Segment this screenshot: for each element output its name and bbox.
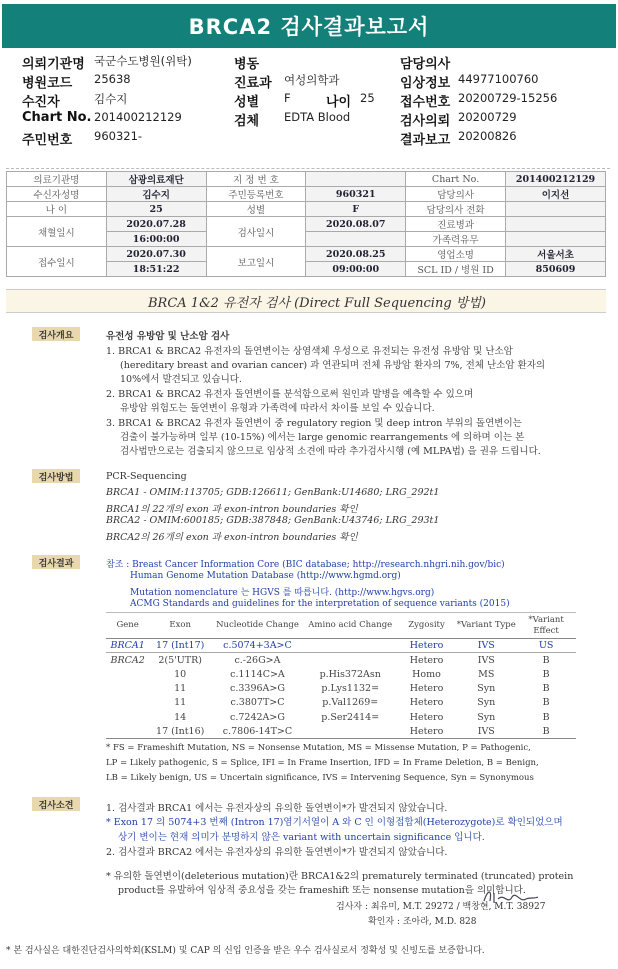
info-cell: 담당의사 xyxy=(406,187,506,202)
age-label: 나이 xyxy=(326,95,352,110)
overview-heading: 유전성 유방암 및 난소암 검사 xyxy=(106,331,230,342)
reference-line: 참조 : Breast Cancer Information Core (BIC database; http://research.nhgri.nih.gov/bic) xyxy=(106,560,505,570)
column-header: Zygosity xyxy=(397,613,457,639)
cell: 10 xyxy=(174,668,187,680)
reference-line: ACMG Standards and guidelines for the interpretation of sequence variants (2015) xyxy=(130,599,510,609)
cell: Hetero xyxy=(409,683,444,695)
info-cell: 09:00:00 xyxy=(306,262,406,277)
method-line: BRCA2의 26개의 exon 과 exon-intron boundaries 확인 xyxy=(106,532,358,543)
info-cell: 지 정 번 호 xyxy=(206,172,306,187)
hospital-code-value: 25638 xyxy=(94,72,131,86)
info-cell: Chart No. xyxy=(406,172,506,187)
patient-info-table xyxy=(6,171,606,277)
overview-label: 검사개요 xyxy=(32,327,80,341)
cell xyxy=(106,724,149,738)
cell: c.3807T>C xyxy=(230,697,285,709)
receipt-no-value: 20200729-15256 xyxy=(458,91,558,105)
cell: Hetero xyxy=(409,711,444,723)
cell: c.1114C>A xyxy=(230,668,285,680)
finding-line: * 유의한 돌연변이(deleterious mutation)란 BRCA1&2의 prematurely terminated (truncated) protein xyxy=(106,871,574,882)
info-cell: 서울서초 xyxy=(506,247,606,262)
overview-line: (hereditary breast and ovarian cancer) 과 연관되며 전체 유방암 환자의 7%, 전체 난소암 환자의 xyxy=(120,360,546,371)
info-cell xyxy=(306,172,406,187)
cell: IVS xyxy=(456,724,516,738)
footnote-line: LB = Likely benign, US = Uncertain significance, IVS = Intervening Sequence, Syn = Synonymous xyxy=(106,773,534,783)
variant-table xyxy=(106,612,576,739)
cell: c.-26G>A xyxy=(234,654,281,666)
info-cell: 접수일시 xyxy=(7,247,107,277)
method-label: 검사방법 xyxy=(32,469,80,483)
cell: B xyxy=(542,697,550,709)
doctor-label: 담당의사 xyxy=(400,57,451,72)
cell: Syn xyxy=(477,711,496,723)
results-label: 검사결과 xyxy=(32,555,80,569)
cell xyxy=(106,667,149,681)
examiner-line: 검사자 : 최유미, M.T. 29272 / 백창현, M.T. 38927 xyxy=(336,902,546,912)
cell: Syn xyxy=(477,683,496,695)
info-cell: 가족력유무 xyxy=(406,232,506,247)
info-cell xyxy=(506,202,606,217)
info-cell: SCL ID / 병원 ID xyxy=(406,262,506,277)
overview-line: 1. BRCA1 & BRCA2 유전자의 돌연변이는 상염색체 우성으로 유전되는 유전성 유방암 및 난소암 xyxy=(106,346,513,357)
sex-value: F xyxy=(284,91,291,105)
method-line: BRCA1 - OMIM:113705; GDB:126611; GenBank:U14680; LRG_292t1 xyxy=(106,487,440,498)
info-cell: 나 이 xyxy=(7,202,107,217)
method-line: BRCA2 - OMIM:600185; GDB:387848; GenBank:U43746; LRG_293t1 xyxy=(106,515,440,526)
report-title-bar xyxy=(2,4,616,48)
table-row xyxy=(106,724,576,738)
cell xyxy=(304,639,397,653)
institution-label: 의뢰기관명 xyxy=(22,57,85,72)
overview-line: 검사법만으로는 검출되지 않으므로 임상적 소견에 따라 추가검사시행 (예 MLPA법) 을 권유 드립니다. xyxy=(120,446,541,457)
cell: c.7242A>G xyxy=(230,711,285,723)
cell xyxy=(304,724,397,738)
column-header: Gene xyxy=(106,613,149,639)
cell: BRCA2 xyxy=(110,654,145,666)
header-panel xyxy=(22,53,612,148)
cell: Homo xyxy=(412,668,441,680)
finding-line: 1. 검사결과 BRCA1 에서는 유전자상의 유의한 돌연변이*가 발견되지 않았습니다. xyxy=(106,803,448,814)
hospital-code-label: 병원코드 xyxy=(22,76,73,91)
dept-label: 진료과 xyxy=(234,76,272,91)
ward-label: 병동 xyxy=(234,57,260,72)
resident-value: 960321- xyxy=(94,129,143,143)
cell: 17 (Int17) xyxy=(149,639,211,653)
cell: 11 xyxy=(174,683,187,695)
info-cell: 검사일시 xyxy=(206,217,306,247)
cell xyxy=(304,653,397,667)
cell: p.Lys1132= xyxy=(321,683,380,695)
specimen-value: EDTA Blood xyxy=(284,110,351,124)
reference-line: Human Genome Mutation Database (http://www.hgmd.org) xyxy=(130,571,401,581)
cell: B xyxy=(542,668,550,680)
signature-image xyxy=(480,885,540,909)
clinical-label: 임상정보 xyxy=(400,76,451,91)
cell: B xyxy=(516,724,576,738)
info-cell: 채혈일시 xyxy=(7,217,107,247)
info-cell: 수신자성명 xyxy=(7,187,107,202)
info-cell: 960321 xyxy=(306,187,406,202)
column-header: *Variant Effect xyxy=(516,613,576,639)
finding-line: product를 유발하여 임상적 중요성을 갖는 frameshift 또는 nonsense mutation을 의미합니다. xyxy=(118,885,526,896)
info-cell: 김수지 xyxy=(106,187,206,202)
reference-line: Mutation nomenclature 는 HGVS 를 따릅니다. (http://www.hgvs.org) xyxy=(130,588,435,598)
info-cell: 영업소명 xyxy=(406,247,506,262)
table-row xyxy=(106,639,576,653)
report-section-title: BRCA 1&2 유전자 검사 (Direct Full Sequencing 방법) xyxy=(6,289,606,313)
info-cell xyxy=(506,217,606,232)
footnote-line: * FS = Frameshift Mutation, NS = Nonsense Mutation, MS = Missense Mutation, P = Pathogenic, xyxy=(106,743,531,753)
resident-label: 주민번호 xyxy=(22,133,73,148)
info-cell: 18:51:22 xyxy=(106,262,206,277)
info-cell xyxy=(306,232,406,247)
cell: 14 xyxy=(174,711,187,723)
cell: p.His372Asn xyxy=(319,668,381,680)
table-row xyxy=(106,653,576,667)
sex-label: 성별 xyxy=(234,95,260,110)
confirmer-line: 확인자 : 조아라, M.D. 828 xyxy=(368,917,477,927)
info-cell: 주민등록번호 xyxy=(206,187,306,202)
info-cell: 이지선 xyxy=(506,187,606,202)
cell: 2(5'UTR) xyxy=(158,654,202,666)
cell: BRCA1 xyxy=(106,639,149,653)
table-row xyxy=(106,696,576,710)
info-cell: 담당의사 전화 xyxy=(406,202,506,217)
cell: 11 xyxy=(174,697,187,709)
report-date-label: 결과보고 xyxy=(400,133,451,148)
info-cell: 201400212129 xyxy=(506,172,606,187)
column-header: Nucleotide Change xyxy=(211,613,304,639)
overview-line: 10%에서 발견되고 있습니다. xyxy=(120,374,242,385)
dept-value: 여성의학과 xyxy=(284,73,340,87)
info-cell: 2020.07.28 xyxy=(106,217,206,232)
overview-line: 유방암 위험도는 돌연변이 유형과 가족력에 따라서 차이를 보일 수 있습니다. xyxy=(120,403,435,414)
institution-value: 국군수도병원(위탁) xyxy=(94,54,192,68)
overview-line: 검출이 불가능하며 일부 (10-15%) 에서는 large genomic rearrangements 에 의하며 이는 본 xyxy=(120,432,525,443)
info-cell xyxy=(506,232,606,247)
cell: c.5074+3A>C xyxy=(211,639,304,653)
info-cell: 진료병과 xyxy=(406,217,506,232)
cell xyxy=(106,710,149,724)
info-cell: 의료기관명 xyxy=(7,172,107,187)
clinical-value: 44977100760 xyxy=(458,72,539,86)
overview-line: 3. BRCA1 & BRCA2 유전자 돌연변이 중 regulatory region 및 deep intron 부위의 돌연변이는 xyxy=(106,418,522,429)
info-cell: 삼광의료재단 xyxy=(106,172,206,187)
cell: Hetero xyxy=(409,697,444,709)
cell: US xyxy=(516,639,576,653)
variant-table-header xyxy=(106,613,576,639)
cell: Hetero xyxy=(397,724,457,738)
cell: Hetero xyxy=(409,654,444,666)
cell xyxy=(106,681,149,695)
specimen-label: 검체 xyxy=(234,114,260,129)
receipt-no-label: 접수번호 xyxy=(400,95,451,110)
column-header: *Variant Type xyxy=(456,613,516,639)
cell: c.3396A>G xyxy=(230,683,285,695)
overview-line: 2. BRCA1 & BRCA2 유전자 돌연변이를 분석함으로써 원인과 발병을 예측할 수 있으며 xyxy=(106,389,474,400)
cell: p.Val1269= xyxy=(322,697,379,709)
finding-line: 2. 검사결과 BRCA2 에서는 유전자상의 유의한 돌연변이*가 발견되지 않았습니다. xyxy=(106,847,448,858)
scanned-report xyxy=(6,168,610,960)
chart-no-label: Chart No. xyxy=(22,110,92,125)
footer-note: * 본 검사실은 대한진단검사의학회(KSLM) 및 CAP 의 신입 인증을 받은 우수 검사실로서 정확성 및 신빙도를 보증합니다. xyxy=(6,946,485,956)
column-header: Exon xyxy=(149,613,211,639)
cell: B xyxy=(542,683,550,695)
table-row xyxy=(106,681,576,695)
cell: B xyxy=(542,711,550,723)
info-cell: F xyxy=(306,202,406,217)
cell: B xyxy=(542,654,550,666)
table-row xyxy=(106,667,576,681)
table-row xyxy=(106,710,576,724)
info-cell: 2020.08.07 xyxy=(306,217,406,232)
column-header: Amino acid Change xyxy=(304,613,397,639)
cell: IVS xyxy=(477,654,495,666)
finding-line: 상기 변이는 현재 의미가 분명하지 않은 variant with uncertain significance 입니다. xyxy=(118,832,485,843)
info-cell: 25 xyxy=(106,202,206,217)
info-cell: 2020.07.30 xyxy=(106,247,206,262)
info-cell: 850609 xyxy=(506,262,606,277)
cell: MS xyxy=(478,668,495,680)
footnote-line: LP = Likely pathogenic, S = Splice, IFI = In Frame Insertion, IFD = In Frame Deletion, B = Benign, xyxy=(106,758,539,768)
report-title: BRCA2 검사결과보고서 xyxy=(188,15,430,39)
info-cell: 16:00:00 xyxy=(106,232,206,247)
findings-label: 검사소견 xyxy=(32,797,80,811)
method-line: BRCA1의 22개의 exon 과 exon-intron boundaries 확인 xyxy=(106,504,358,515)
cell: Hetero xyxy=(397,639,457,653)
age-value: 25 xyxy=(360,91,375,105)
patient-value: 김수지 xyxy=(94,92,128,106)
request-label: 검사의뢰 xyxy=(400,114,451,129)
finding-line: * Exon 17 의 5074+3 번째 (Intron 17)염기서열이 A 와 C 인 이형접합체(Heterozygote)로 확인되었으며 xyxy=(106,817,563,828)
cell: 17 (Int16) xyxy=(149,724,211,738)
cell xyxy=(106,696,149,710)
cell: c.7806-14T>C xyxy=(211,724,304,738)
cell: Syn xyxy=(477,697,496,709)
cell: p.Ser2414= xyxy=(321,711,380,723)
info-cell: 2020.08.25 xyxy=(306,247,406,262)
method-line: PCR-Sequencing xyxy=(106,471,187,482)
request-value: 20200729 xyxy=(458,110,517,124)
cell: IVS xyxy=(456,639,516,653)
chart-no-value: 201400212129 xyxy=(94,110,182,124)
info-cell: 성별 xyxy=(206,202,306,217)
info-cell: 보고일시 xyxy=(206,247,306,277)
patient-label: 수진자 xyxy=(22,95,60,110)
report-date-value: 20200826 xyxy=(458,129,517,143)
